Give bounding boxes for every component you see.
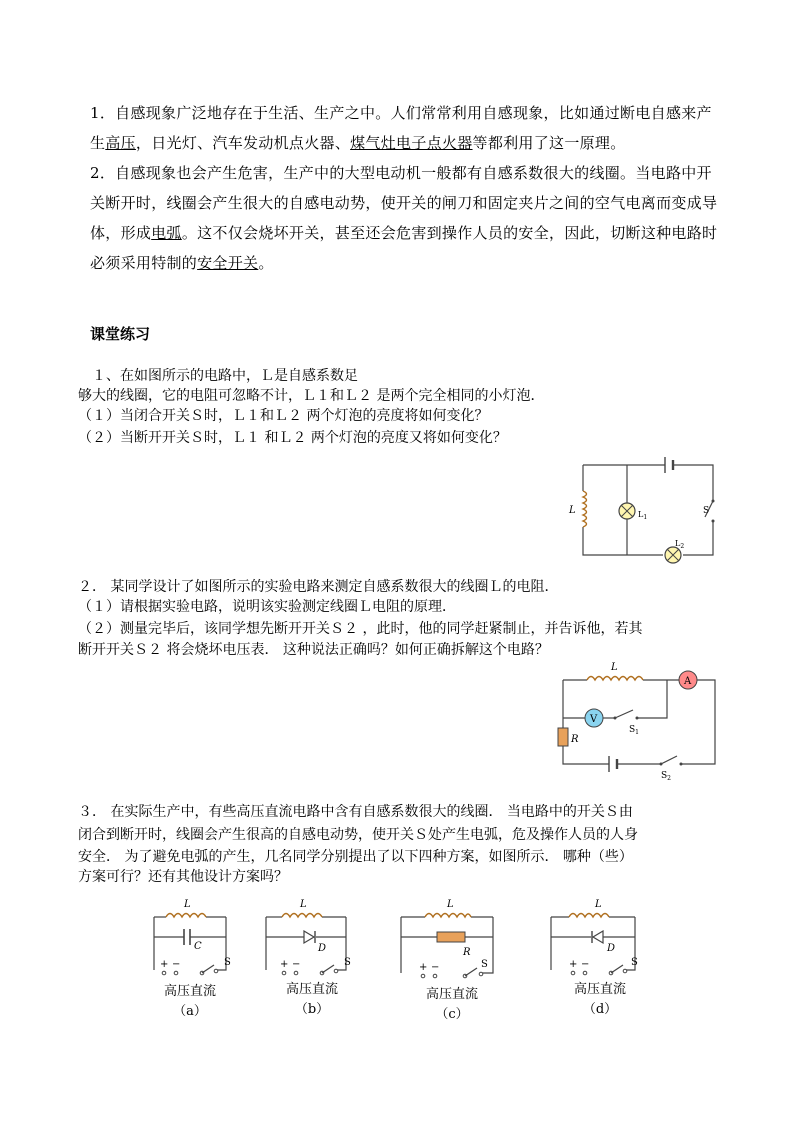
switch xyxy=(202,965,214,973)
svg-text:+: + xyxy=(569,959,578,970)
q2-line4: 断开开关Ｓ２ 将会烧坏电压表． 这种说法正确吗？如何正确拆解这个电路？ xyxy=(78,642,549,658)
underline-term: 煤气灶电子点火器 xyxy=(350,134,473,152)
figure-label-b: （b） xyxy=(294,1002,330,1017)
q3-line2: 闭合到断开时，线圈会产生很高的自感电动势，使开关Ｓ处产生电弧，危及操作人员的人身 xyxy=(78,827,638,843)
q2-circuit-diagram xyxy=(555,660,730,780)
q2-line3: （２）测量完毕后，该同学想先断开开关Ｓ２ ，此时，他的同学赶紧制止，并告诉他，若其 xyxy=(78,621,643,637)
svg-text:−: − xyxy=(172,959,181,970)
q3-circuit-a xyxy=(140,895,240,980)
switch xyxy=(465,968,477,976)
figure-label-a: （a） xyxy=(173,1004,207,1019)
svg-text:L: L xyxy=(447,899,454,910)
paragraph-self-induction-hazards: 2．自感现象也会产生危害，生产中的大型电动机一般都有自感系数很大的线圈。当电路中开关断开时，线圈会产生很大的自感电动势，使开关的闸刀和固定夹片之间的空气电离而变成导体，形成电弧。这不仅会烧坏开关，甚至还会危害到操作人员的安全，因此，切断这种电路时必须采用特制的安全开关。 xyxy=(90,164,718,272)
svg-text:+: + xyxy=(280,959,289,970)
q1-circuit-diagram xyxy=(565,455,725,570)
svg-text:−: − xyxy=(431,962,440,973)
q2-line2: （１）请根据实验电路，说明该实验测定线圈Ｌ电阻的原理． xyxy=(78,599,456,615)
q1-line4: （２）当断开开关Ｓ时，Ｌ１ 和Ｌ２ 两个灯泡的亮度又将如何变化？ xyxy=(78,430,507,446)
resistor xyxy=(558,728,568,746)
q3-circuit-d xyxy=(545,895,645,980)
switch xyxy=(611,965,623,973)
figure-label-c: （c） xyxy=(435,1007,469,1022)
diode-reversed xyxy=(593,931,603,943)
svg-text:R: R xyxy=(463,947,471,958)
source-label-d: 高压直流 xyxy=(573,982,626,997)
svg-text:L: L xyxy=(300,899,307,910)
q1-line1: １、在如图所示的电路中，Ｌ是自感系数足 xyxy=(92,368,358,384)
coil-inductor xyxy=(583,491,587,527)
q3-circuit-c xyxy=(395,895,505,983)
q3-line4: 方案可行？还有其他设计方案吗？ xyxy=(78,869,288,885)
svg-text:L1: $L_1$ xyxy=(638,510,648,521)
q2-line1: ２． 某同学设计了如图所示的实验电路来测定自感系数很大的线圈Ｌ的电阻． xyxy=(78,579,559,595)
resistor xyxy=(437,932,465,942)
svg-text:L: L xyxy=(611,662,618,673)
svg-text:S1: $S_1$ xyxy=(629,725,639,736)
q3-line1: ３． 在实际生产中，有些高压直流电路中含有自感系数很大的线圈． 当电路中的开关Ｓ由 xyxy=(78,804,633,820)
svg-text:D: D xyxy=(318,943,327,954)
svg-text:V: V xyxy=(590,714,598,725)
switch-label: S xyxy=(703,506,710,516)
coil-label: L xyxy=(569,505,576,516)
switch-s2 xyxy=(661,756,677,764)
svg-text:L: L xyxy=(184,899,191,910)
svg-text:L2: $L_2$ xyxy=(675,539,685,550)
section-heading: 课堂练习 xyxy=(90,325,151,343)
underline-term: 高压 xyxy=(105,134,136,152)
svg-text:S: S xyxy=(481,959,488,970)
coil-inductor xyxy=(425,914,471,918)
source-label-a: 高压直流 xyxy=(163,984,216,999)
svg-text:S2: $S_2$ xyxy=(661,771,671,780)
q1-line3: （１）当闭合开关Ｓ时，Ｌ１和Ｌ２ 两个灯泡的亮度将如何变化？ xyxy=(78,408,489,424)
figure-label-d: （d） xyxy=(582,1002,618,1017)
coil-inductor xyxy=(569,914,609,918)
svg-text:A: A xyxy=(684,676,692,687)
switch-s1 xyxy=(615,710,633,718)
svg-text:−: − xyxy=(581,959,590,970)
svg-text:S: S xyxy=(631,957,638,968)
underline-term: 安全开关 xyxy=(197,254,259,272)
q3-line3: 安全． 为了避免电弧的产生，几名同学分别提出了以下四种方案，如图所示． 哪种（些） xyxy=(78,849,633,865)
svg-text:D: D xyxy=(607,943,616,954)
coil-inductor xyxy=(587,677,643,681)
switch xyxy=(322,965,334,973)
svg-text:+: + xyxy=(160,959,169,970)
coil-inductor xyxy=(166,914,206,918)
q3-circuit-b xyxy=(260,895,360,980)
svg-text:−: − xyxy=(292,959,301,970)
underline-term: 电弧 xyxy=(151,224,182,242)
q1-line2: 够大的线圈，它的电阻可忽略不计，Ｌ１和Ｌ２ 是两个完全相同的小灯泡． xyxy=(78,388,545,404)
coil-inductor xyxy=(282,914,322,918)
svg-text:+: + xyxy=(419,962,428,973)
source-label-b: 高压直流 xyxy=(285,982,338,997)
paragraph-self-induction-uses: 1．自感现象广泛地存在于生活、生产之中。人们常常利用自感现象，比如通过断电自感来产生高压，日光灯、汽车发动机点火器、煤气灶电子点火器等都利用了这一原理。 xyxy=(90,104,712,152)
svg-text:S: S xyxy=(224,957,231,968)
svg-text:R: R xyxy=(571,734,579,745)
svg-text:C: C xyxy=(194,941,202,952)
svg-text:L: L xyxy=(595,899,602,910)
source-label-c: 高压直流 xyxy=(425,987,478,1002)
diode xyxy=(304,931,314,943)
svg-text:S: S xyxy=(344,957,351,968)
